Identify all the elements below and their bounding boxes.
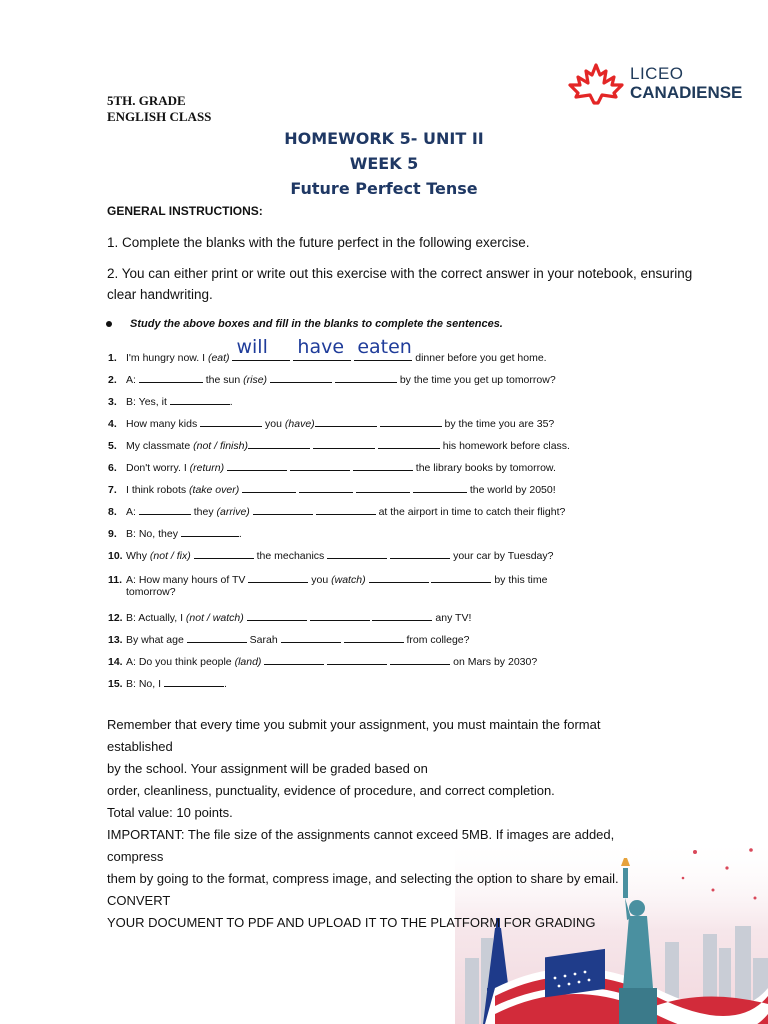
answer-blank[interactable] bbox=[139, 504, 191, 515]
answer-blank[interactable] bbox=[164, 676, 224, 687]
exercise-item-6 bbox=[108, 460, 556, 474]
title-week: WEEK 5 bbox=[349, 154, 419, 173]
item-text: Why bbox=[126, 550, 147, 562]
answer-blank[interactable] bbox=[248, 572, 308, 583]
grade-header bbox=[107, 93, 211, 125]
item-text: By what age bbox=[126, 634, 184, 646]
answer-blank[interactable] bbox=[369, 572, 429, 583]
answer-blank[interactable] bbox=[181, 526, 239, 537]
item-number: 7. bbox=[108, 484, 117, 496]
answer-blank[interactable] bbox=[270, 372, 332, 383]
item-number: 11. bbox=[108, 574, 123, 586]
item-text: the mechanics bbox=[256, 550, 325, 562]
item-number: 12. bbox=[108, 612, 123, 624]
exercise-item-12 bbox=[108, 610, 471, 624]
exercise-item-9: 9. B: No, they . bbox=[108, 528, 242, 540]
exercise-item-8 bbox=[108, 504, 565, 518]
note-line: IMPORTANT: The file size of the assignments cannot exceed 5MB. If images are added, compress bbox=[107, 827, 615, 864]
item-text: A: Do you think people bbox=[126, 656, 232, 668]
verb-hint: (not / finish) bbox=[193, 440, 248, 452]
item-text: they bbox=[193, 506, 214, 518]
item-text: B: No, I bbox=[126, 678, 162, 690]
item-text: dinner before you get home. bbox=[415, 352, 547, 364]
answer-blank[interactable] bbox=[293, 336, 351, 364]
school-logo bbox=[630, 64, 742, 102]
item-text: you bbox=[311, 574, 329, 586]
verb-hint: (arrive) bbox=[216, 506, 250, 518]
answer-blank[interactable] bbox=[390, 548, 450, 559]
exercise-item-11-cont: tomorrow? bbox=[126, 586, 176, 598]
item-number: 14. bbox=[108, 656, 123, 668]
item-text: the library books by tomorrow. bbox=[415, 462, 556, 474]
exercise-item-1 bbox=[108, 336, 547, 364]
item-text: the world by 2050! bbox=[469, 484, 556, 496]
answer-blank[interactable] bbox=[139, 372, 203, 383]
answer-blank[interactable] bbox=[313, 438, 375, 449]
answer-blank[interactable] bbox=[247, 610, 307, 621]
note-line: them by going to the format, compress image, and selecting the option to share by email. CONVERT bbox=[107, 871, 619, 908]
answer-blank[interactable] bbox=[232, 336, 290, 364]
item-text: How many kids bbox=[126, 418, 198, 430]
exercise-item-11 bbox=[108, 572, 547, 586]
item-number: 9. bbox=[108, 528, 117, 540]
answer-blank[interactable] bbox=[315, 416, 377, 427]
item-number: 3. bbox=[108, 396, 117, 408]
verb-hint: (return) bbox=[189, 462, 225, 474]
answer-blank[interactable] bbox=[354, 336, 412, 364]
item-number: 2. bbox=[108, 374, 117, 386]
class-label: ENGLISH CLASS bbox=[107, 109, 212, 124]
verb-hint: (have) bbox=[284, 418, 315, 430]
item-text: by the time you are 35? bbox=[444, 418, 555, 430]
answer-blank[interactable] bbox=[353, 460, 413, 471]
item-text: at the airport in time to catch their flight? bbox=[378, 506, 566, 518]
exercise-instruction: Study the above boxes and fill in the blanks to complete the sentences. bbox=[130, 318, 503, 330]
item-text: A: How many hours of TV bbox=[126, 574, 246, 586]
answer-blank[interactable] bbox=[281, 632, 341, 643]
handwritten-answer: will bbox=[236, 336, 268, 358]
exercise-item-5 bbox=[108, 438, 570, 452]
item-number: 8. bbox=[108, 506, 117, 518]
item-text: by this time bbox=[494, 574, 548, 586]
item-text: A: bbox=[126, 374, 136, 386]
item-text: B: Yes, it bbox=[126, 396, 167, 408]
submission-notes bbox=[107, 714, 667, 934]
grade-label: 5TH. GRADE bbox=[107, 93, 186, 108]
item-text: B: No, they bbox=[126, 528, 178, 540]
note-line: Remember that every time you submit your assignment, you must maintain the format established bbox=[107, 717, 601, 754]
answer-blank[interactable] bbox=[316, 504, 376, 515]
exercise-item-14 bbox=[108, 654, 537, 668]
verb-hint: (eat) bbox=[207, 352, 230, 364]
answer-blank[interactable] bbox=[390, 654, 450, 665]
answer-blank[interactable] bbox=[290, 460, 350, 471]
answer-blank[interactable] bbox=[264, 654, 324, 665]
title-topic: Future Perfect Tense bbox=[290, 179, 478, 198]
item-number: 1. bbox=[108, 352, 117, 364]
note-line: by the school. Your assignment will be graded based on bbox=[107, 761, 428, 776]
page-title-block bbox=[0, 126, 768, 201]
item-text: A: bbox=[126, 506, 136, 518]
title-homework: HOMEWORK 5- UNIT II bbox=[284, 129, 484, 148]
answer-blank[interactable] bbox=[187, 632, 247, 643]
answer-blank[interactable] bbox=[413, 482, 467, 493]
answer-blank[interactable] bbox=[431, 572, 491, 583]
verb-hint: (rise) bbox=[243, 374, 268, 386]
answer-blank[interactable] bbox=[380, 416, 442, 427]
item-number: 5. bbox=[108, 440, 117, 452]
maple-leaf-icon bbox=[566, 63, 626, 105]
answer-blank[interactable] bbox=[170, 394, 230, 405]
item-text: Sarah bbox=[249, 634, 278, 646]
exercise-item-3: 3. B: Yes, it . bbox=[108, 396, 233, 408]
exercise-item-10 bbox=[108, 548, 553, 562]
verb-hint: (not / fix) bbox=[149, 550, 191, 562]
logo-line2: CANADIENSE bbox=[630, 83, 743, 102]
note-line: Total value: 10 points. bbox=[107, 805, 233, 820]
logo-line1: LICEO bbox=[630, 64, 684, 83]
item-text: I'm hungry now. I bbox=[126, 352, 208, 364]
item-number: 6. bbox=[108, 462, 117, 474]
item-number: 15. bbox=[108, 678, 123, 690]
verb-hint: (take over) bbox=[189, 484, 240, 496]
item-text: any TV! bbox=[435, 612, 472, 624]
exercise-item-15: 15. B: No, I . bbox=[108, 678, 227, 690]
item-text: My classmate bbox=[126, 440, 191, 452]
instruction-2: 2. You can either print or write out this exercise with the correct answer in your notebook, ensuring clear handwriting. bbox=[107, 266, 693, 302]
item-text: by the time you get up tomorrow? bbox=[399, 374, 556, 386]
answer-blank[interactable] bbox=[327, 548, 387, 559]
item-number: 13. bbox=[108, 634, 123, 646]
answer-blank[interactable] bbox=[242, 482, 296, 493]
answer-blank[interactable] bbox=[378, 438, 440, 449]
item-text: his homework before class. bbox=[442, 440, 570, 452]
exercise-item-7 bbox=[108, 482, 556, 496]
answer-blank[interactable] bbox=[344, 632, 404, 643]
verb-hint: (not / watch) bbox=[185, 612, 244, 624]
item-text: on Mars by 2030? bbox=[453, 656, 538, 668]
item-text: I think robots bbox=[126, 484, 187, 496]
answer-blank[interactable] bbox=[335, 372, 397, 383]
note-line: YOUR DOCUMENT TO PDF AND UPLOAD IT TO THE PLATFORM FOR GRADING bbox=[107, 915, 596, 930]
note-line: order, cleanliness, punctuality, evidence of procedure, and correct completion. bbox=[107, 783, 555, 798]
verb-hint: (land) bbox=[234, 656, 262, 668]
answer-blank[interactable] bbox=[299, 482, 353, 493]
answer-blank[interactable] bbox=[253, 504, 313, 515]
item-text: your car by Tuesday? bbox=[453, 550, 554, 562]
instructions-heading: GENERAL INSTRUCTIONS: bbox=[107, 204, 263, 218]
handwritten-answer: eaten bbox=[357, 336, 412, 358]
handwritten-answer: have bbox=[297, 336, 345, 358]
verb-hint: (watch) bbox=[331, 574, 366, 586]
item-text: Don't worry. I bbox=[126, 462, 187, 474]
item-text: the sun bbox=[205, 374, 241, 386]
answer-blank[interactable] bbox=[248, 438, 310, 449]
answer-blank[interactable] bbox=[327, 654, 387, 665]
item-text: from college? bbox=[406, 634, 470, 646]
answer-blank[interactable] bbox=[356, 482, 410, 493]
answer-blank[interactable] bbox=[310, 610, 370, 621]
item-text: B: Actually, I bbox=[126, 612, 183, 624]
answer-blank[interactable] bbox=[200, 416, 262, 427]
item-number: 4. bbox=[108, 418, 117, 430]
exercise-item-4 bbox=[108, 416, 554, 430]
item-text: you bbox=[265, 418, 282, 430]
instruction-1: 1. Complete the blanks with the future perfect in the following exercise. bbox=[107, 235, 530, 250]
answer-blank[interactable] bbox=[194, 548, 254, 559]
bullet-dot bbox=[106, 321, 112, 327]
item-number: 10. bbox=[108, 550, 123, 562]
answer-blank[interactable] bbox=[227, 460, 287, 471]
exercise-item-13 bbox=[108, 632, 469, 646]
exercise-item-2 bbox=[108, 372, 556, 386]
answer-blank[interactable] bbox=[372, 610, 432, 621]
